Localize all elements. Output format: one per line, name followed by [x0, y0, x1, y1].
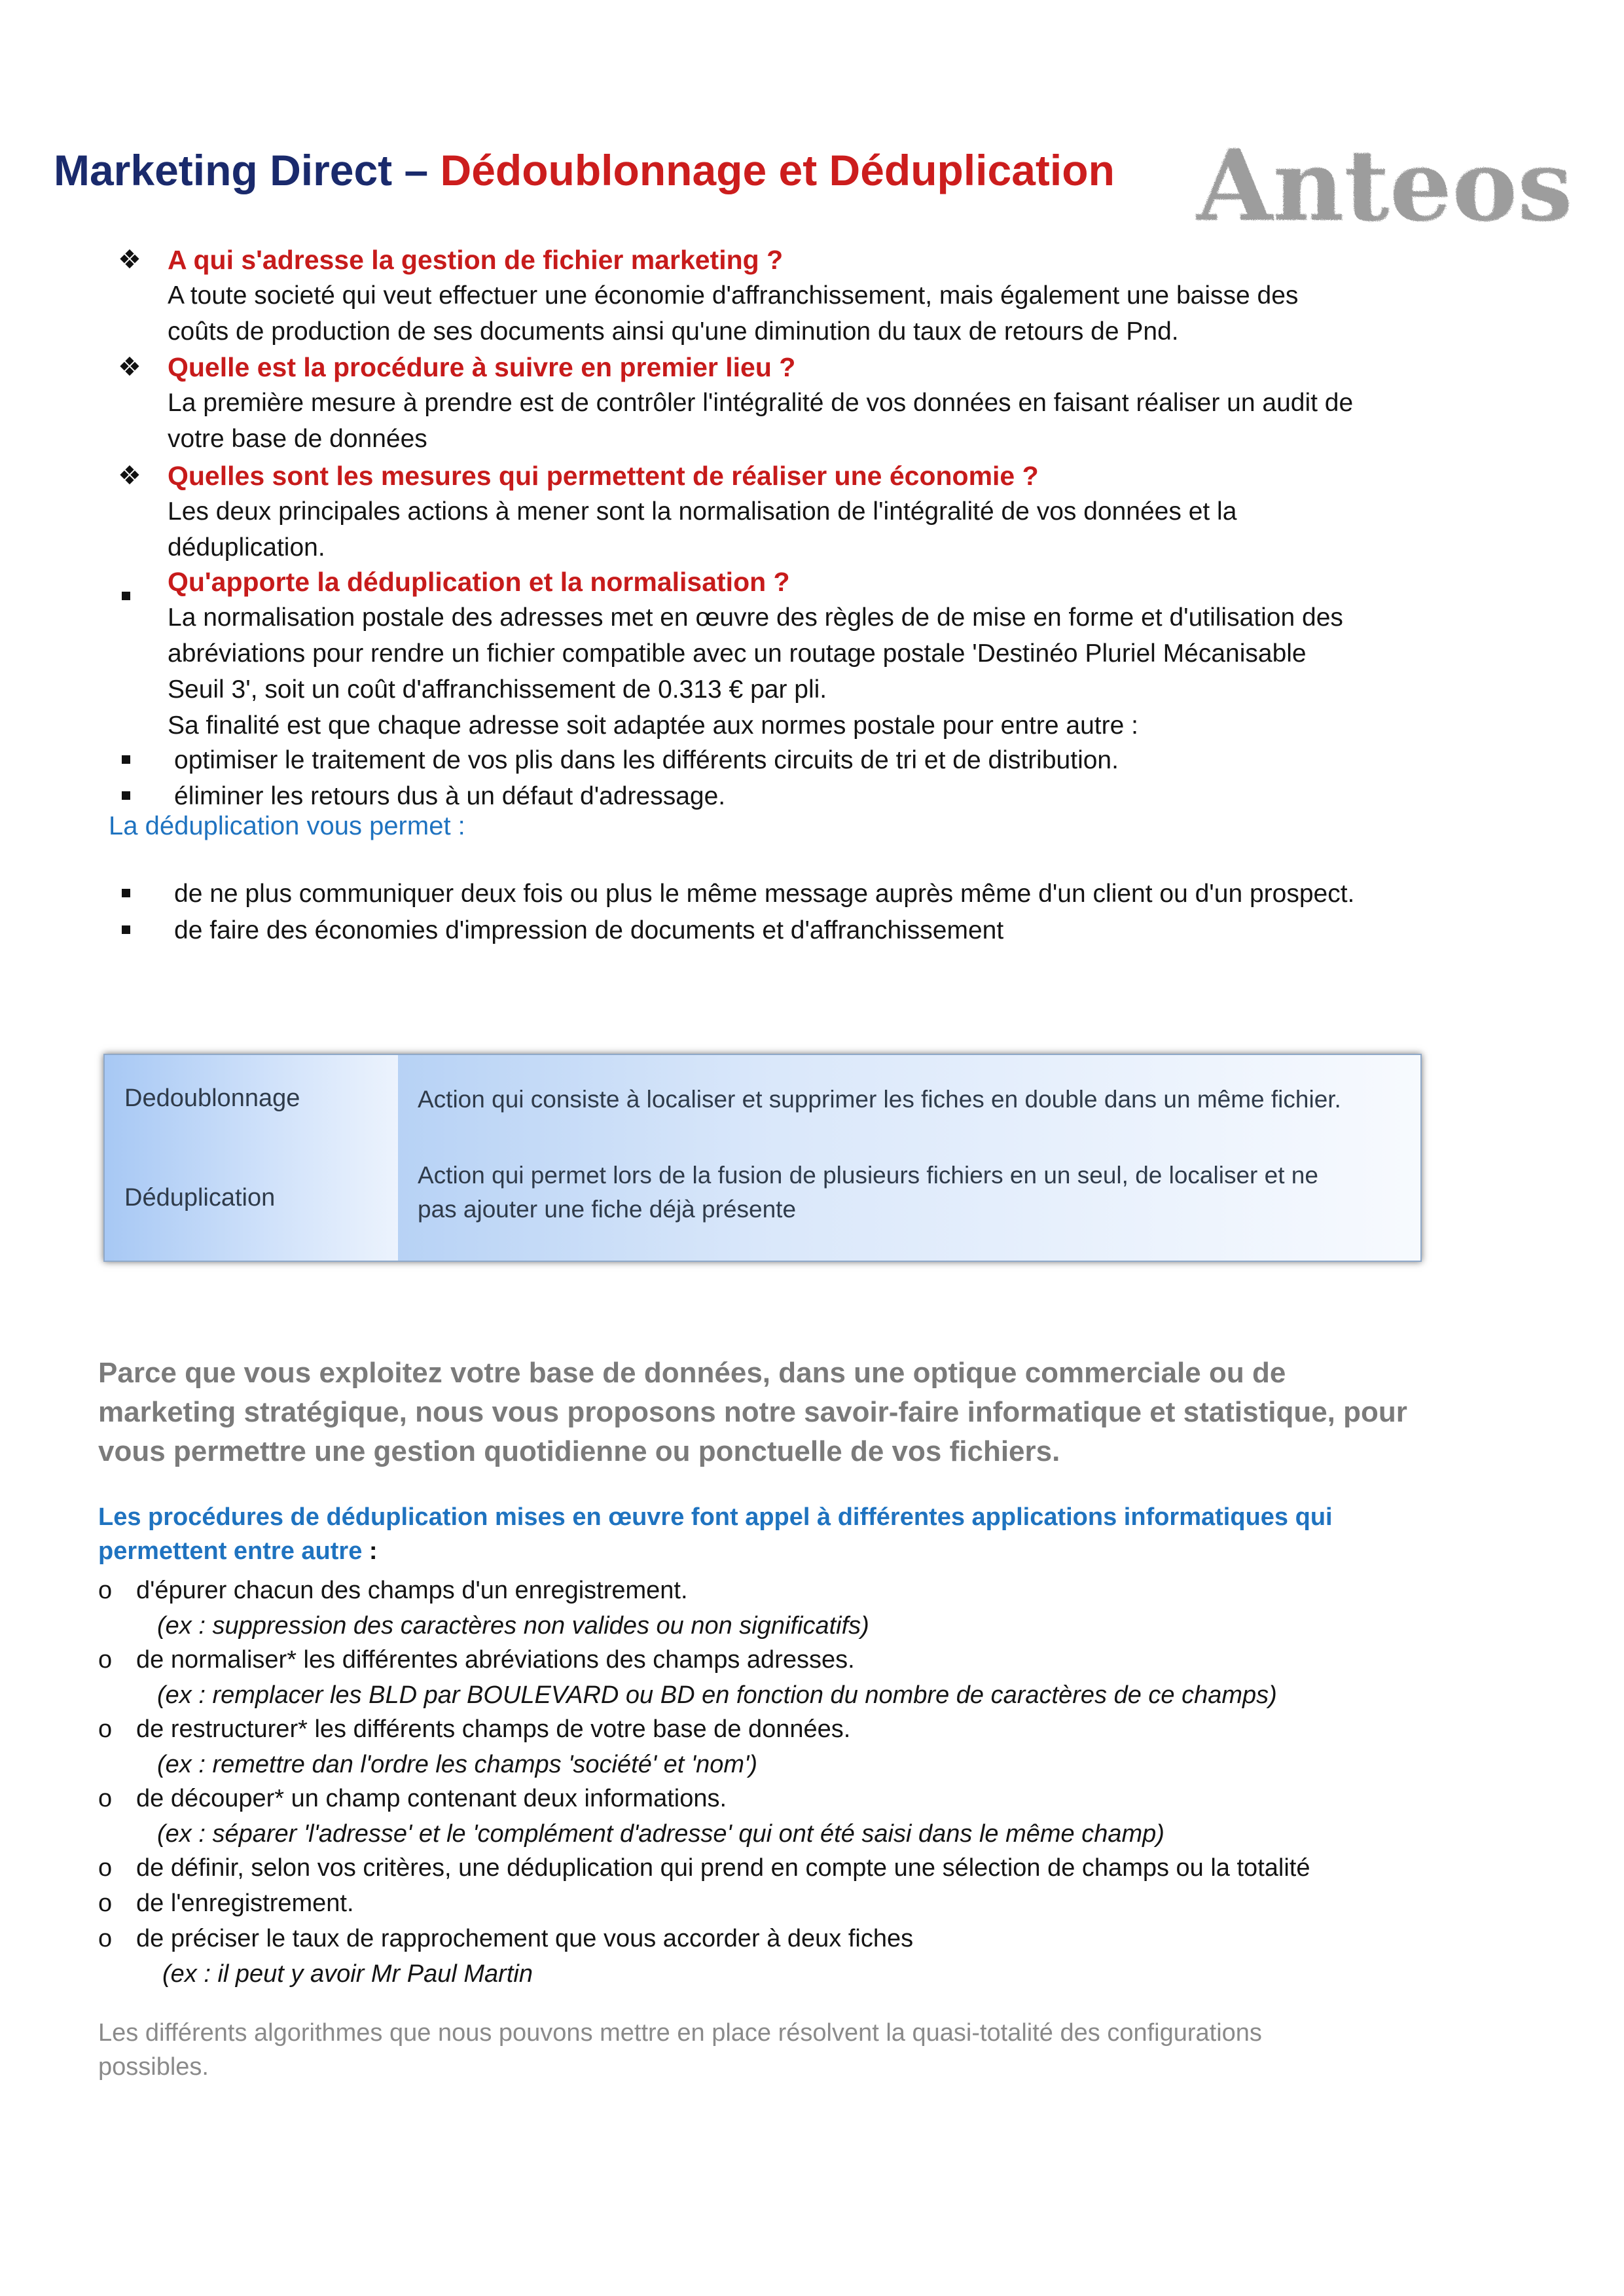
answer-line: déduplication.: [168, 533, 325, 562]
circle-bullet-icon: o: [98, 1715, 113, 1743]
anteos-logo: [1190, 122, 1573, 259]
procedure-item: o de découper* un champ contenant deux informations.: [98, 1782, 727, 1816]
circle-bullet-icon: o: [98, 1925, 113, 1952]
question: Quelle est la procédure à suivre en premier lieu ?: [168, 352, 796, 382]
procedure-example: (ex : séparer 'l'adresse' et le 'complément d'adresse' qui ont été saisi dans le même champ): [157, 1820, 1164, 1848]
question: A qui s'adresse la gestion de fichier marketing ?: [168, 245, 784, 275]
qa-item-2: [118, 350, 1427, 457]
question: Qu'apporte la déduplication et la normalisation ?: [168, 567, 790, 597]
procedure-item: o d'épurer chacun des champs d'un enregistrement.: [98, 1573, 688, 1607]
closing-paragraph: Les différents algorithmes que nous pouvons mettre en place résolvent la quasi-totalité des configurations possibles.: [98, 2019, 1262, 2081]
diamond-bullet-icon: ❖: [118, 353, 141, 382]
procedure-item: o de préciser le taux de rapprochement que vous accorder à deux fiches: [98, 1922, 913, 1956]
definition-dedoublonnage: Action qui consiste à localiser et supprimer les fiches en double dans un même fichier.: [418, 1086, 1341, 1113]
definition-deduplication-line-1: Action qui permet lors de la fusion de plusieurs fichiers en un seul, de localiser et ne: [418, 1162, 1318, 1189]
square-bullet-icon: [122, 791, 130, 800]
square-bullet-icon: [122, 925, 130, 934]
term-deduplication: Déduplication: [124, 1184, 276, 1211]
list-item: de faire des économies d'impression de documents et d'affranchissement: [118, 912, 1003, 948]
definitions-table: [103, 1054, 1422, 1262]
answer-line: La première mesure à prendre est de contrôler l'intégralité de vos données en faisant réaliser un audit de: [168, 389, 1354, 417]
answer-line: coûts de production de ses documents ainsi qu'une diminution du taux de retours de Pnd.: [168, 317, 1179, 346]
circle-bullet-icon: o: [98, 1646, 113, 1674]
procedure-example: (ex : remettre dan l'ordre les champs 'société' et 'nom'): [157, 1751, 757, 1778]
procedure-example: (ex : remplacer les BLD par BOULEVARD ou BD en fonction du nombre de caractères de ce champs): [157, 1681, 1277, 1709]
qa-item-1: [118, 242, 1427, 350]
procedures-intro: Les procédures de déduplication mises en œuvre font appel à différentes applications informatiques qui permettent entre autre :: [98, 1503, 1333, 1565]
page-title: [54, 145, 1115, 195]
circle-bullet-icon: o: [98, 1890, 113, 1917]
answer-line: Sa finalité est que chaque adresse soit adaptée aux normes postale pour entre autre :: [168, 711, 1138, 740]
procedure-example: (ex : il peut y avoir Mr Paul Martin: [162, 1960, 533, 1988]
qa-item-4: [118, 564, 1427, 744]
definition-deduplication-line-2: pas ajouter une fiche déjà présente: [418, 1196, 797, 1223]
list-item: de ne plus communiquer deux fois ou plus le même message auprès même d'un client ou d'un prospect.: [118, 876, 1354, 912]
circle-bullet-icon: o: [98, 1854, 113, 1882]
list-item: optimiser le traitement de vos plis dans les différents circuits de tri et de distribution.: [118, 742, 1119, 778]
procedure-example: (ex : suppression des caractères non valides ou non significatifs): [157, 1612, 869, 1640]
answer-line: Seuil 3', soit un coût d'affranchissement de 0.313 € par pli.: [168, 675, 827, 704]
square-bullet-icon: [122, 889, 130, 897]
circle-bullet-icon: o: [98, 1577, 113, 1604]
answer-line: votre base de données: [168, 425, 427, 453]
term-dedoublonnage: Dedoublonnage: [124, 1085, 300, 1112]
list-item: éliminer les retours dus à un défaut d'adressage.: [118, 778, 725, 814]
dedup-intro: La déduplication vous permet :: [109, 812, 465, 840]
qa-item-3: [118, 458, 1427, 565]
procedure-item: o de l'enregistrement.: [98, 1886, 354, 1920]
diamond-bullet-icon: ❖: [118, 461, 141, 490]
question: Quelles sont les mesures qui permettent de réaliser une économie ?: [168, 461, 1039, 491]
circle-bullet-icon: o: [98, 1785, 113, 1812]
intro-paragraph: Parce que vous exploitez votre base de données, dans une optique commerciale ou de marketing stratégique, nous vous proposons notre savoir-faire informatique et statistique, pour vous permettre une gestion quotidienne ou ponctuelle de vos fichiers.: [98, 1357, 1407, 1467]
procedure-item: o de définir, selon vos critères, une déduplication qui prend en compte une sélection de champs ou la totalité: [98, 1851, 1310, 1885]
procedure-item: o de normaliser* les différentes abréviations des champs adresses.: [98, 1643, 855, 1677]
square-bullet-icon: [122, 755, 130, 764]
title-part-2: Dédoublonnage et Déduplication: [440, 146, 1115, 194]
diamond-bullet-icon: ❖: [118, 245, 141, 274]
answer-line: La normalisation postale des adresses met en œuvre des règles de de mise en forme et d'utilisation des: [168, 603, 1343, 632]
title-part-1: Marketing Direct –: [54, 146, 441, 194]
procedure-item: o de restructurer* les différents champs de votre base de données.: [98, 1712, 850, 1746]
answer-line: A toute societé qui veut effectuer une économie d'affranchissement, mais également une baisse des: [168, 281, 1299, 310]
answer-line: abréviations pour rendre un fichier compatible avec un routage postale 'Destinéo Pluriel Mécanisable: [168, 639, 1307, 668]
answer-line: Les deux principales actions à mener sont la normalisation de l'intégralité de vos données et la: [168, 497, 1237, 526]
square-bullet-icon: [122, 577, 161, 607]
logo-text: Anteos: [1197, 128, 1573, 243]
